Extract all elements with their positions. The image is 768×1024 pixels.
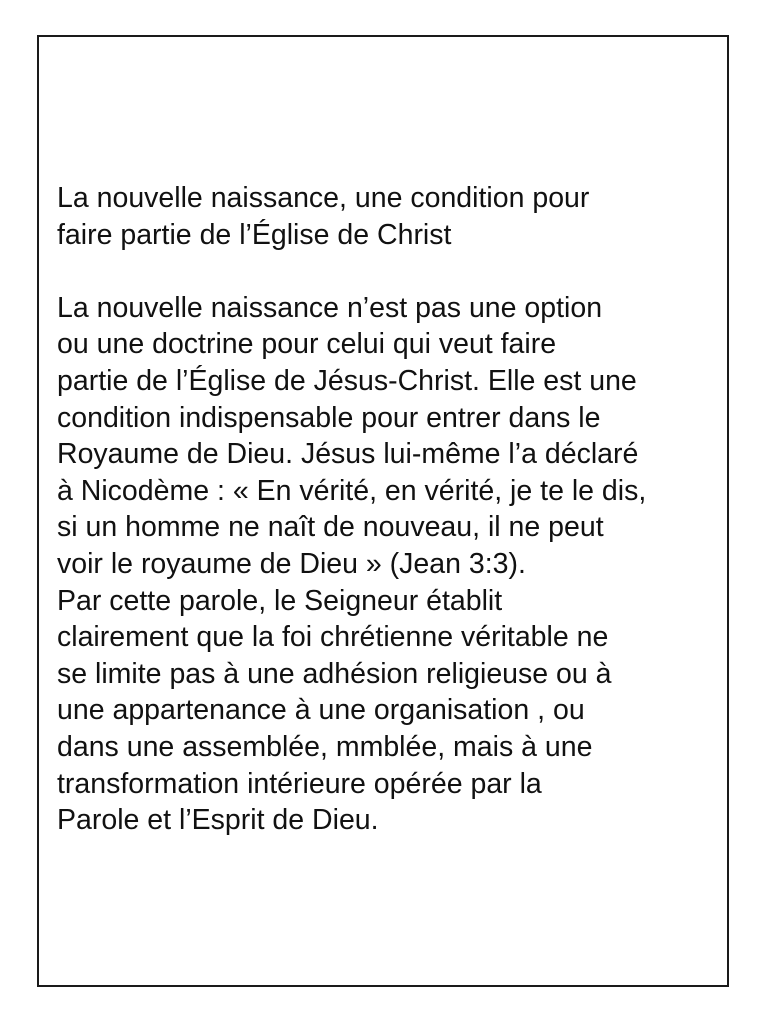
document-title [57, 180, 725, 253]
paragraph-explanation [57, 583, 725, 839]
text-line: partie de l’Église de Jésus-Christ. Elle est une [57, 364, 637, 397]
text-line: condition indispensable pour entrer dans le [57, 401, 601, 434]
text-line: clairement que la foi chrétienne véritable ne [57, 621, 609, 654]
text-line: Par cette parole, le Seigneur établit [57, 584, 503, 617]
title-line: faire partie de l’Église de Christ [57, 218, 452, 251]
paragraph-intro [57, 290, 725, 583]
text-line: une appartenance à une organisation , ou [57, 694, 585, 727]
text-line: voir le royaume de Dieu » (Jean 3:3). [57, 547, 526, 580]
document-text [57, 180, 725, 839]
text-line: si un homme ne naît de nouveau, il ne peut [57, 511, 604, 544]
text-line: Parole et l’Esprit de Dieu. [57, 804, 379, 837]
text-line: dans une assemblée, mmblée, mais à une [57, 730, 593, 763]
text-line: ou une doctrine pour celui qui veut faire [57, 328, 557, 361]
text-line: transformation intérieure opérée par la [57, 767, 542, 800]
title-line: La nouvelle naissance, une condition pour [57, 182, 590, 214]
text-line: se limite pas à une adhésion religieuse ou à [57, 657, 612, 690]
text-line: Royaume de Dieu. Jésus lui-même l’a déclaré [57, 438, 639, 471]
text-line: La nouvelle naissance n’est pas une option [57, 291, 603, 324]
text-line: à Nicodème : « En vérité, en vérité, je te le dis, [57, 474, 647, 507]
